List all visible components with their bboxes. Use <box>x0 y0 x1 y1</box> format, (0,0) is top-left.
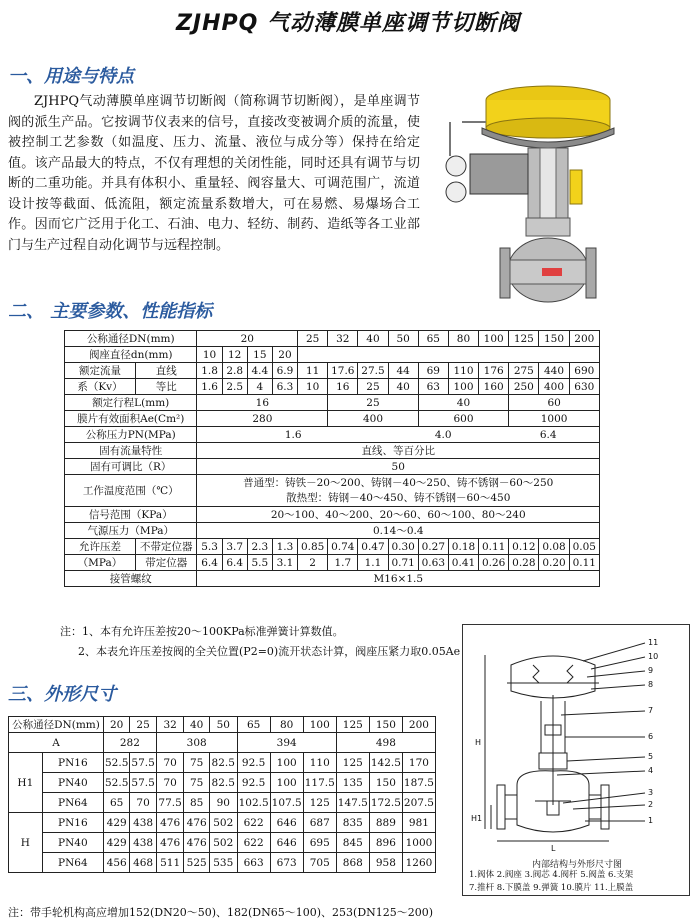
footnote: 注：带手轮机构高应增加152(DN20～50)、182(DN65～100)、253(DN125～200) <box>8 906 434 919</box>
table-row: H1 PN16 52.5 57.5 70 75 82.5 92.5 100 110 125 142.5 170 <box>9 753 436 773</box>
table-row: 固有流量特性 直线、等百分比 <box>65 443 600 459</box>
structure-diagram <box>462 624 690 896</box>
page-title: ZJHPQ 气动薄膜单座调节切断阀 <box>175 11 521 36</box>
table-row: PN64 65 70 77.5 85 90 102.5 107.5 125 147.5 172.5 207.5 <box>9 793 436 813</box>
table-row: 固有可调比（R） 50 <box>65 459 600 475</box>
callout-label: 7 <box>648 706 654 715</box>
table-row: A 282 308 394 498 <box>9 733 436 753</box>
table-row: 额定流量 直线 1.8 2.8 4.4 6.9 11 17.6 27.5 44 69 110 176 275 440 690 <box>65 363 600 379</box>
table-row: 接管螺纹 M16×1.5 <box>65 571 600 587</box>
callout-label: 5 <box>648 752 654 761</box>
table-row: 气源压力（MPa） 0.14～0.4 <box>65 523 600 539</box>
intro-paragraph: ZJHPQ气动薄膜单座调节切断阀（简称调节切断阀），是单座调节阀的派生产品。它按调节仪表来的信号，直接改变被调介质的流量，使被控制工艺参数（如温度、压力、流量、液位与成分等）保持在给定值。该产品最大的特点，不仅有理想的关闭性能，同时还具有调节与切断的二重功能。并具有体积小、重量轻、阀容量大、可调范围广，流道设计按等截面、低流阻，额定流量系数增大，可在易燃、易爆场合工作。因而它广泛用于化工、石油、电力、轻纺、制药、造纸等各工业部门与生产过程自动化调节与远程控制。 <box>8 94 420 253</box>
callout-label: 11 <box>648 638 659 647</box>
callout-label: 10 <box>648 652 659 661</box>
table-row: 阀座直径dn(mm) 10 12 15 20 <box>65 347 600 363</box>
callout-label: 1 <box>648 816 654 825</box>
callout-label: 6 <box>648 732 654 741</box>
table-row: PN64 456 468 511 525 535 663 673 705 868 958 1260 <box>9 853 436 873</box>
dimension-h-label: H <box>475 738 482 747</box>
table-row: PN40 429 438 476 476 502 622 646 695 845 896 1000 <box>9 833 436 853</box>
table-row: 额定行程L(mm) 16 25 40 60 <box>65 395 600 411</box>
table-row: 公称压力PN(MPa) 1.6 4.0 6.4 <box>65 427 600 443</box>
params-table <box>64 330 600 587</box>
table-row: 膜片有效面积Ae(Cm²) 280 400 600 1000 <box>65 411 600 427</box>
table-row: 公称通径DN(mm) 20 25 32 40 50 65 80 100 125 150 200 <box>9 717 436 733</box>
callout-label: 8 <box>648 680 654 689</box>
dimension-l-label: L <box>551 844 556 853</box>
section-heading-params: 二、 主要参数、性能指标 <box>8 301 213 322</box>
dims-table <box>8 716 436 873</box>
section-drawing <box>463 625 689 855</box>
table-row: 系（Kv） 等比 1.6 2.5 4 6.3 10 16 25 40 63 100 160 250 400 630 <box>65 379 600 395</box>
callout-label: 3 <box>648 788 654 797</box>
table-row: PN40 52.5 57.5 70 75 82.5 92.5 100 117.5 135 150 187.5 <box>9 773 436 793</box>
callout-label: 2 <box>648 800 654 809</box>
table-row: 公称通径DN(mm) 20 25 32 40 50 65 80 100 125 150 200 <box>65 331 600 347</box>
callout-label: 9 <box>648 666 654 675</box>
diagram-legend: 1.阀体 2.阀座 3.阀芯 4.阀杆 5.阀盖 6.支架 7.推杆 8.下膜盖 9.弹簧 10.膜片 11.上膜盖 <box>469 870 634 893</box>
dimension-h1-label: H1 <box>471 814 483 823</box>
notes: 注：1、本有允许压差按20～100KPa标准弹簧计算数值。 2、本表允许压差按阀的全关位置(P2=0)流开状态计算，阀座压紧力取0.05Ae <box>60 625 461 658</box>
valve-photo <box>430 82 630 322</box>
section-heading-usage: 一、用途与特点 <box>8 66 134 87</box>
table-row: 信号范围（KPa） 20～100、40～200、20～60、60～100、80～240 <box>65 507 600 523</box>
table-row: 允许压差 不带定位器 5.3 3.7 2.3 1.3 0.85 0.74 0.47 0.30 0.27 0.18 0.11 0.12 0.08 0.05 <box>65 539 600 555</box>
diagram-caption: 内部结构与外形尺寸图 <box>531 860 622 870</box>
table-row: H PN16 429 438 476 476 502 622 646 687 835 889 981 <box>9 813 436 833</box>
section-heading-dims: 三、外形尺寸 <box>8 684 116 705</box>
table-row: 工作温度范围（℃） 普通型：铸铁－20～200、铸钢－40～250、铸不锈钢－60～250 散热型：铸钢－40～450、铸不锈钢－60～450 <box>65 475 600 507</box>
callout-label: 4 <box>648 766 654 775</box>
table-row: （MPa） 带定位器 6.4 6.4 5.5 3.1 2 1.7 1.1 0.71 0.63 0.41 0.26 0.28 0.20 0.11 <box>65 555 600 571</box>
